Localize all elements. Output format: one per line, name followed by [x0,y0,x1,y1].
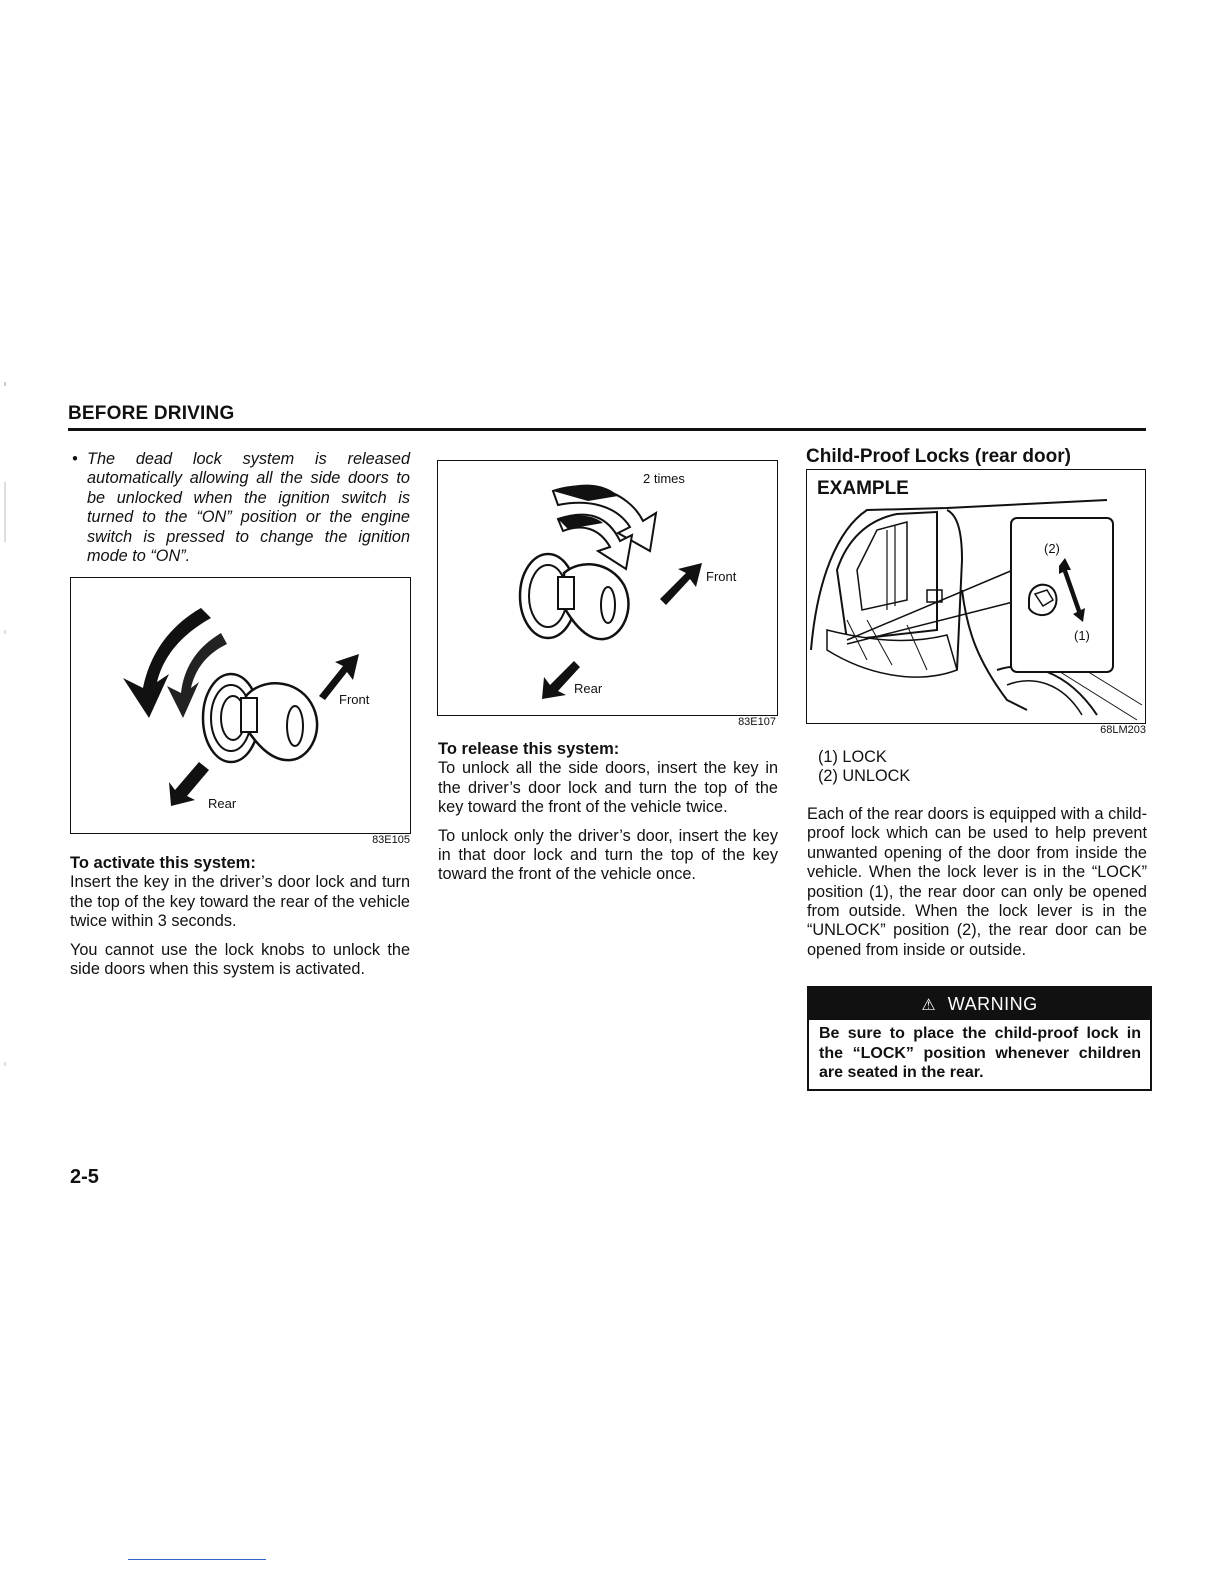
activate-text: Insert the key in the driver’s door lock and turn the top of the key toward the rear of the vehicle twice within 3 seconds. [70,873,410,931]
release-heading: To release this system: [438,740,620,758]
release-text-all-doors: To unlock all the side doors, insert the key in the driver’s door lock and turn the top of the key toward the front of the vehicle twice. [438,759,778,817]
page-number: 2-5 [70,1166,99,1188]
label-2-times: 2 times [643,471,685,486]
header-rule [68,428,1146,431]
child-lock-description [807,805,1147,969]
label-front: Front [339,692,370,707]
figure-child-lock [806,469,1146,724]
figure-activate [70,577,411,834]
section-title: BEFORE DRIVING [68,403,235,424]
bullet-point: • [72,450,78,468]
activate-heading: To activate this system: [70,854,256,872]
figure-code-83E107: 83E107 [738,716,776,728]
bullet-text: The dead lock system is released automatically allowing all the side doors to be unlocked when the ignition switch is turned to the “ON” position or the engine switch is pressed to change the ignition mode to “ON”. [87,450,410,566]
child-lock-title: Child-Proof Locks (rear door) [806,446,1071,467]
release-section [438,740,778,894]
footer-line [128,1559,266,1560]
key-turn-front-illustration [438,461,777,715]
margin-ticks [4,382,6,1082]
label-rear: Rear [208,796,237,811]
callout-1: (1) [1074,628,1090,643]
legend-lock: (1) LOCK [818,748,887,766]
label-rear: Rear [574,681,603,696]
activate-section [70,854,410,988]
rear-door-illustration [807,470,1145,723]
figure-code-68LM203: 68LM203 [1100,724,1146,736]
figure-release [437,460,778,716]
warning-header [809,988,1150,1020]
example-label: EXAMPLE [817,478,909,499]
label-front: Front [706,569,737,584]
callout-2: (2) [1044,541,1060,556]
legend-unlock: (2) UNLOCK [818,767,911,786]
lock-legend [818,748,1018,787]
lock-knob-note: You cannot use the lock knobs to unlock the side doors when this system is activated. [70,940,410,979]
release-text-driver-door: To unlock only the driver’s door, insert the key in that door lock and turn the top of the key toward the front of the vehicle once. [438,826,778,884]
warning-title: WARNING [947,994,1038,1014]
warning-text: Be sure to place the child-proof lock in the “LOCK” position whenever children are seated in the rear. [819,1025,1141,1081]
warning-triangle-icon: ⚠ [921,997,937,1014]
figure-code-83E105: 83E105 [372,834,410,846]
warning-box [807,986,1152,1091]
dead-lock-release-note [72,450,410,566]
child-lock-body: Each of the rear doors is equipped with a child-proof lock which can be used to help prevent unwanted opening of the door from inside the vehicle. When the lock lever is in the “LOCK” position (1), the rear door can only be opened from outside. When the lock lever is in the “UNLOCK” position (2), the rear door can be opened from inside or outside. [807,805,1147,959]
